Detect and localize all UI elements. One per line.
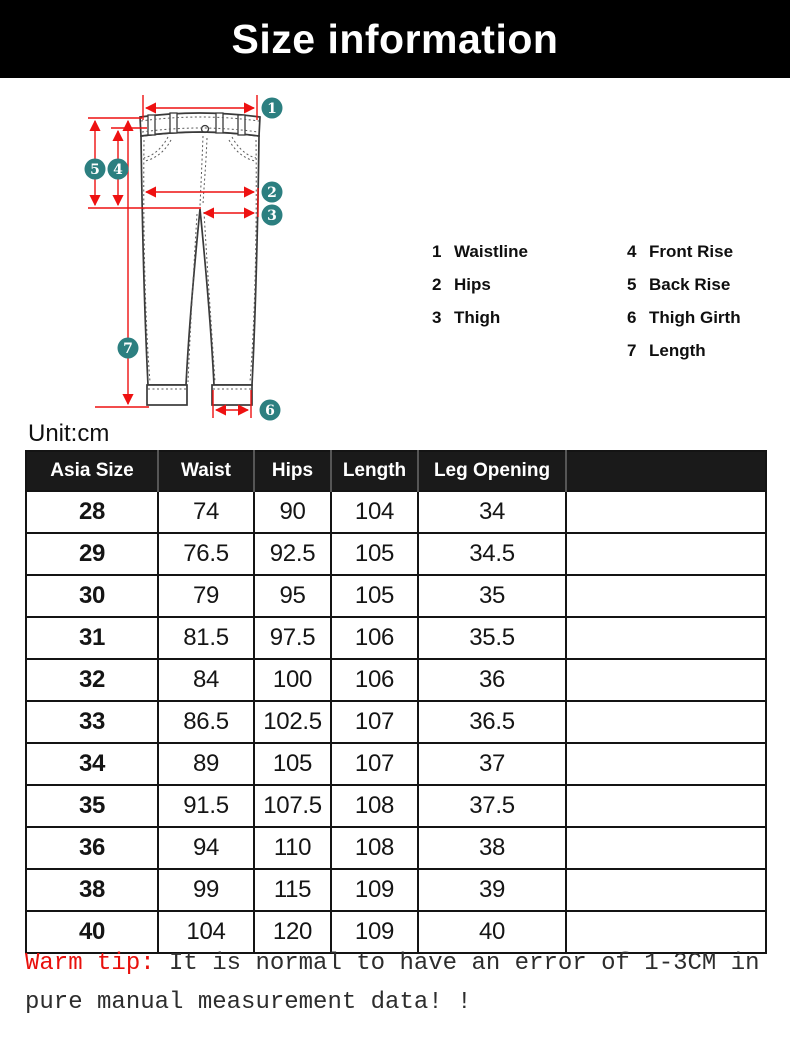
legend-item-waistline bbox=[432, 242, 528, 262]
measurement-cell: 35.5 bbox=[418, 617, 566, 659]
legend-item-front-rise bbox=[627, 242, 741, 262]
table-row bbox=[26, 869, 766, 911]
column-header bbox=[566, 451, 766, 491]
measurement-cell: 37.5 bbox=[418, 785, 566, 827]
pants-outline bbox=[140, 113, 260, 405]
table-row bbox=[26, 827, 766, 869]
legend-item-thigh bbox=[432, 308, 528, 328]
table-row bbox=[26, 617, 766, 659]
measurement-cell bbox=[566, 785, 766, 827]
measurement-cell: 105 bbox=[254, 743, 331, 785]
unit-label: Unit:cm bbox=[28, 420, 110, 447]
measurement-cell: 105 bbox=[331, 533, 418, 575]
measurement-cell: 81.5 bbox=[158, 617, 254, 659]
measurement-cell: 104 bbox=[158, 911, 254, 953]
belt-loop bbox=[216, 113, 223, 133]
size-cell: 34 bbox=[26, 743, 158, 785]
legend-label: Front Rise bbox=[649, 242, 734, 261]
column-header: Asia Size bbox=[26, 451, 158, 491]
page-title: Size information bbox=[231, 15, 559, 62]
measurement-cell bbox=[566, 701, 766, 743]
size-cell: 38 bbox=[26, 869, 158, 911]
measurement-cell: 39 bbox=[418, 869, 566, 911]
legend-num: 3 bbox=[432, 308, 442, 327]
marker-2: 2 bbox=[267, 185, 277, 201]
measurement-cell bbox=[566, 575, 766, 617]
size-cell: 35 bbox=[26, 785, 158, 827]
measurement-cell bbox=[566, 869, 766, 911]
measurement-cell bbox=[566, 827, 766, 869]
measurement-cell bbox=[566, 533, 766, 575]
size-table-body bbox=[26, 491, 766, 953]
table-row bbox=[26, 491, 766, 533]
size-cell: 33 bbox=[26, 701, 158, 743]
measurement-cell: 35 bbox=[418, 575, 566, 617]
measurement-cell: 92.5 bbox=[254, 533, 331, 575]
legend-column-left bbox=[432, 242, 528, 341]
measurement-cell: 90 bbox=[254, 491, 331, 533]
marker-5: 5 bbox=[90, 162, 100, 178]
measurement-cell: 37 bbox=[418, 743, 566, 785]
measurement-cell: 107 bbox=[331, 743, 418, 785]
legend-label: Waistline bbox=[454, 242, 528, 261]
measurement-cell: 107 bbox=[331, 701, 418, 743]
legend-label: Thigh Girth bbox=[649, 308, 741, 327]
table-row bbox=[26, 785, 766, 827]
column-header: Length bbox=[331, 451, 418, 491]
column-header: Leg Opening bbox=[418, 451, 566, 491]
legend-column-right bbox=[627, 242, 741, 374]
measurement-cell: 106 bbox=[331, 617, 418, 659]
measurement-cell: 89 bbox=[158, 743, 254, 785]
size-cell: 36 bbox=[26, 827, 158, 869]
legend-num: 7 bbox=[627, 341, 637, 360]
size-cell: 40 bbox=[26, 911, 158, 953]
measurement-cell: 110 bbox=[254, 827, 331, 869]
table-row bbox=[26, 701, 766, 743]
legend-num: 5 bbox=[627, 275, 637, 294]
measurement-cell: 74 bbox=[158, 491, 254, 533]
marker-1: 1 bbox=[267, 101, 277, 117]
measurement-cell: 91.5 bbox=[158, 785, 254, 827]
measurement-cell: 34.5 bbox=[418, 533, 566, 575]
column-header: Waist bbox=[158, 451, 254, 491]
measurement-cell: 36.5 bbox=[418, 701, 566, 743]
size-cell: 29 bbox=[26, 533, 158, 575]
measurement-cell: 109 bbox=[331, 869, 418, 911]
belt-loop bbox=[238, 115, 245, 135]
measurement-cell: 36 bbox=[418, 659, 566, 701]
measurement-cell: 76.5 bbox=[158, 533, 254, 575]
legend-item-thigh-girth bbox=[627, 308, 741, 328]
measurement-cell: 86.5 bbox=[158, 701, 254, 743]
measurement-cell: 108 bbox=[331, 785, 418, 827]
measurement-cell: 99 bbox=[158, 869, 254, 911]
table-row bbox=[26, 533, 766, 575]
legend-label: Thigh bbox=[454, 308, 501, 327]
marker-3: 3 bbox=[267, 208, 277, 224]
measurement-cell: 109 bbox=[331, 911, 418, 953]
title-bar bbox=[0, 0, 790, 78]
measurement-cell: 102.5 bbox=[254, 701, 331, 743]
size-table bbox=[25, 450, 767, 954]
legend-num: 1 bbox=[432, 242, 442, 261]
size-cell: 32 bbox=[26, 659, 158, 701]
measurement-cell: 97.5 bbox=[254, 617, 331, 659]
measurement-cell bbox=[566, 491, 766, 533]
legend-num: 2 bbox=[432, 275, 442, 294]
warm-tip-text: It is normal to have an error of 1-3CM in pure manual measurement data! ! bbox=[25, 950, 760, 1016]
measurement-cell: 84 bbox=[158, 659, 254, 701]
belt-loop bbox=[148, 115, 155, 135]
pants-measurement-diagram bbox=[55, 80, 405, 440]
measurement-cell: 115 bbox=[254, 869, 331, 911]
measurement-cell: 34 bbox=[418, 491, 566, 533]
measurement-cell: 120 bbox=[254, 911, 331, 953]
marker-7: 7 bbox=[123, 341, 133, 357]
belt-loop bbox=[170, 113, 177, 133]
warm-tip bbox=[25, 944, 777, 1022]
measurement-cell: 108 bbox=[331, 827, 418, 869]
table-row bbox=[26, 743, 766, 785]
legend-label: Hips bbox=[454, 275, 491, 294]
legend-label: Back Rise bbox=[649, 275, 731, 294]
measurement-cell bbox=[566, 617, 766, 659]
legend-item-hips bbox=[432, 275, 528, 295]
table-row bbox=[26, 575, 766, 617]
size-cell: 28 bbox=[26, 491, 158, 533]
marker-4: 4 bbox=[113, 162, 123, 178]
measurement-cell: 95 bbox=[254, 575, 331, 617]
measurement-cell: 38 bbox=[418, 827, 566, 869]
size-cell: 30 bbox=[26, 575, 158, 617]
legend-item-length bbox=[627, 341, 741, 361]
measurement-cell: 105 bbox=[331, 575, 418, 617]
measurement-cell: 104 bbox=[331, 491, 418, 533]
measurement-cell: 106 bbox=[331, 659, 418, 701]
measurement-cell: 94 bbox=[158, 827, 254, 869]
measurement-cell: 40 bbox=[418, 911, 566, 953]
measurement-cell bbox=[566, 659, 766, 701]
size-cell: 31 bbox=[26, 617, 158, 659]
measurement-cell: 79 bbox=[158, 575, 254, 617]
measurement-cell: 100 bbox=[254, 659, 331, 701]
legend-num: 6 bbox=[627, 308, 637, 327]
measurement-cell: 107.5 bbox=[254, 785, 331, 827]
measurement-cell bbox=[566, 743, 766, 785]
marker-6: 6 bbox=[265, 403, 275, 419]
table-row bbox=[26, 659, 766, 701]
legend-label: Length bbox=[649, 341, 706, 360]
size-table-header-row bbox=[26, 451, 766, 491]
legend-num: 4 bbox=[627, 242, 637, 261]
column-header: Hips bbox=[254, 451, 331, 491]
warm-tip-label: Warm tip: bbox=[25, 950, 155, 977]
legend-item-back-rise bbox=[627, 275, 741, 295]
